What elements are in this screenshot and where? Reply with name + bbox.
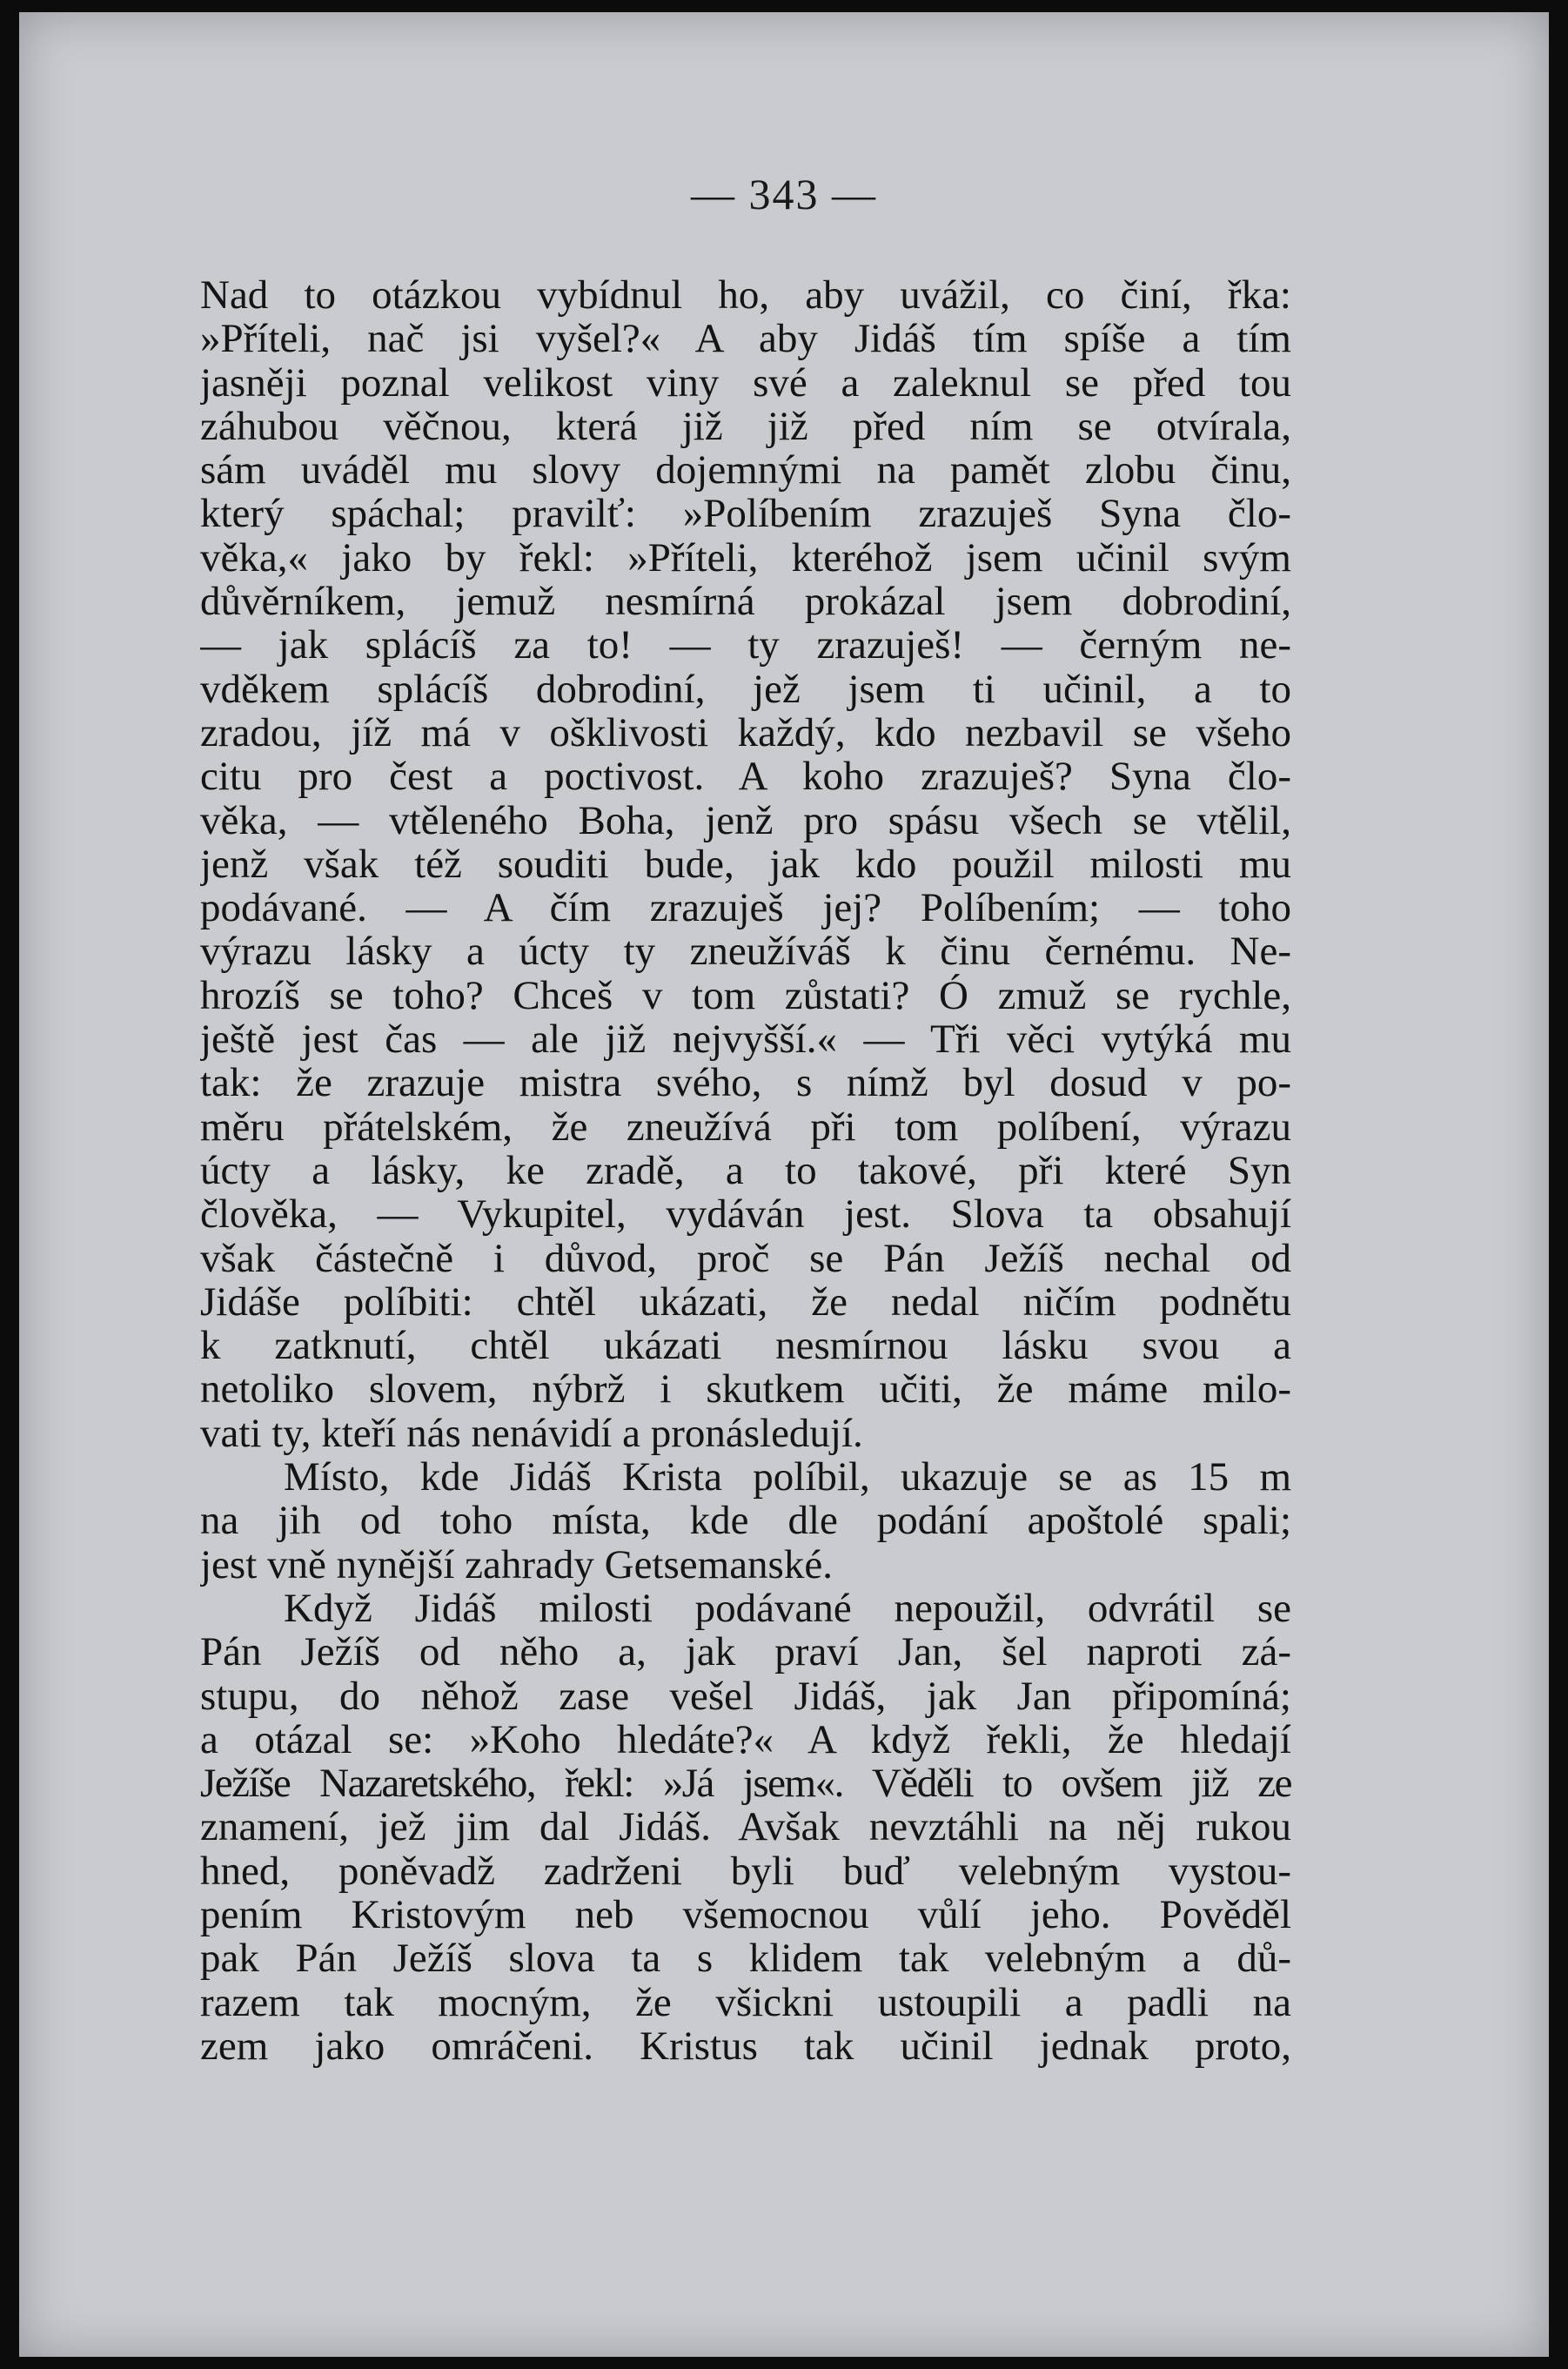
text-line: podávané. — A čím zrazuješ jej? Políbením; — toho (200, 886, 1291, 930)
text-line: ještě jest čas — ale již nejvyšší.« — Tři věci vytýká mu (200, 1017, 1291, 1062)
book-page (19, 12, 1549, 2357)
text-line: úcty a lásky, ke zradě, a to takové, při které Syn (200, 1148, 1291, 1193)
text-line: a otázal se: »Koho hledáte?« A když řekli, že hledají (200, 1717, 1291, 1762)
text-line: zradou, jíž má v ošklivosti každý, kdo nezbavil se všeho (200, 710, 1291, 755)
text-line: výrazu lásky a úcty ty zneužíváš k činu černému. Ne- (200, 929, 1291, 974)
text-line: věka,« jako by řekl: »Příteli, kteréhož jsem učinil svým (200, 535, 1291, 581)
text-line: znamení, jež jim dal Jidáš. Avšak nevztáhli na něj rukou (200, 1805, 1291, 1849)
paragraph-start-line: Místo, kde Jidáš Krista políbil, ukazuje se as 15 m (284, 1455, 1291, 1500)
text-line: vděkem splácíš dobrodiní, jež jsem ti učinil, a to (200, 667, 1291, 711)
text-line: k zatknutí, chtěl ukázati nesmírnou lásku svou a (200, 1324, 1291, 1368)
body-text (200, 273, 1291, 2068)
paragraph-start-line: Když Jidáš milosti podávané nepoužil, odvrátil se (284, 1586, 1291, 1631)
text-line: Nad to otázkou vybídnul ho, aby uvážil, co činí, řka: (200, 273, 1291, 318)
text-line: stupu, do něhož zase vešel Jidáš, jak Jan připomíná; (200, 1674, 1291, 1718)
text-line: pením Kristovým neb všemocnou vůlí jeho. Pověděl (200, 1892, 1291, 1937)
text-line: Ježíše Nazaretského, řekl: »Já jsem«. Věděli to ovšem již ze (200, 1762, 1291, 1806)
text-line: Jidáše políbiti: chtěl ukázati, že nedal ničím podnětu (200, 1279, 1291, 1325)
text-line: záhubou věčnou, která již již před ním se otvírala, (200, 404, 1291, 449)
text-line: pak Pán Ježíš slova ta s klidem tak velebným a dů- (200, 1936, 1291, 1981)
text-line: však částečně i důvod, proč se Pán Ježíš nechal od (200, 1236, 1291, 1280)
text-line: zem jako omráčeni. Kristus tak učinil jednak proto, (200, 2023, 1291, 2069)
text-line: vati ty, kteří nás nenávidí a pronásledují. (200, 1411, 863, 1456)
text-line: měru přátelském, že zneužívá při tom políbení, výrazu (200, 1104, 1291, 1149)
text-line: netoliko slovem, nýbrž i skutkem učiti, že máme milo- (200, 1367, 1291, 1412)
text-line: důvěrníkem, jemuž nesmírná prokázal jsem dobrodiní, (200, 580, 1291, 624)
page-number: — 343 — (691, 170, 877, 218)
text-line: který spáchal; pravilť: »Políbením zrazuješ Syna člo- (200, 492, 1291, 536)
text-line: jenž však též souditi bude, jak kdo použil milosti mu (200, 842, 1291, 887)
text-line: citu pro čest a poctivost. A koho zrazuješ? Syna člo- (200, 755, 1291, 799)
text-line: tak: že zrazuje mistra svého, s nímž byl dosud v po- (200, 1061, 1291, 1105)
text-line: člověka, — Vykupitel, vydáván jest. Slova ta obsahují (200, 1192, 1291, 1237)
text-line: — jak splácíš za to! — ty zrazuješ! — černým ne- (200, 623, 1291, 668)
text-line: sám uváděl mu slovy dojemnými na pamět zlobu činu, (200, 448, 1291, 493)
text-line: jasněji poznal velikost viny své a zaleknul se před tou (200, 360, 1291, 405)
text-line: na jih od toho místa, kde dle podání apoštolé spali; (200, 1499, 1291, 1543)
text-line: razem tak mocným, že všickni ustoupili a padli na (200, 1980, 1291, 2024)
text-line: hned, poněvadž zadrženi byli buď velebným vystou- (200, 1849, 1291, 1893)
text-line: jest vně nynější zahrady Getsemanské. (200, 1542, 833, 1587)
text-line: věka, — vtěleného Boha, jenž pro spásu všech se vtělil, (200, 798, 1291, 842)
text-line: Pán Ježíš od něho a, jak praví Jan, šel naproti zá- (200, 1630, 1291, 1674)
text-line: hrozíš se toho? Chceš v tom zůstati? Ó zmuž se rychle, (200, 973, 1291, 1018)
text-line: »Příteli, nač jsi vyšel?« A aby Jidáš tím spíše a tím (200, 317, 1291, 361)
